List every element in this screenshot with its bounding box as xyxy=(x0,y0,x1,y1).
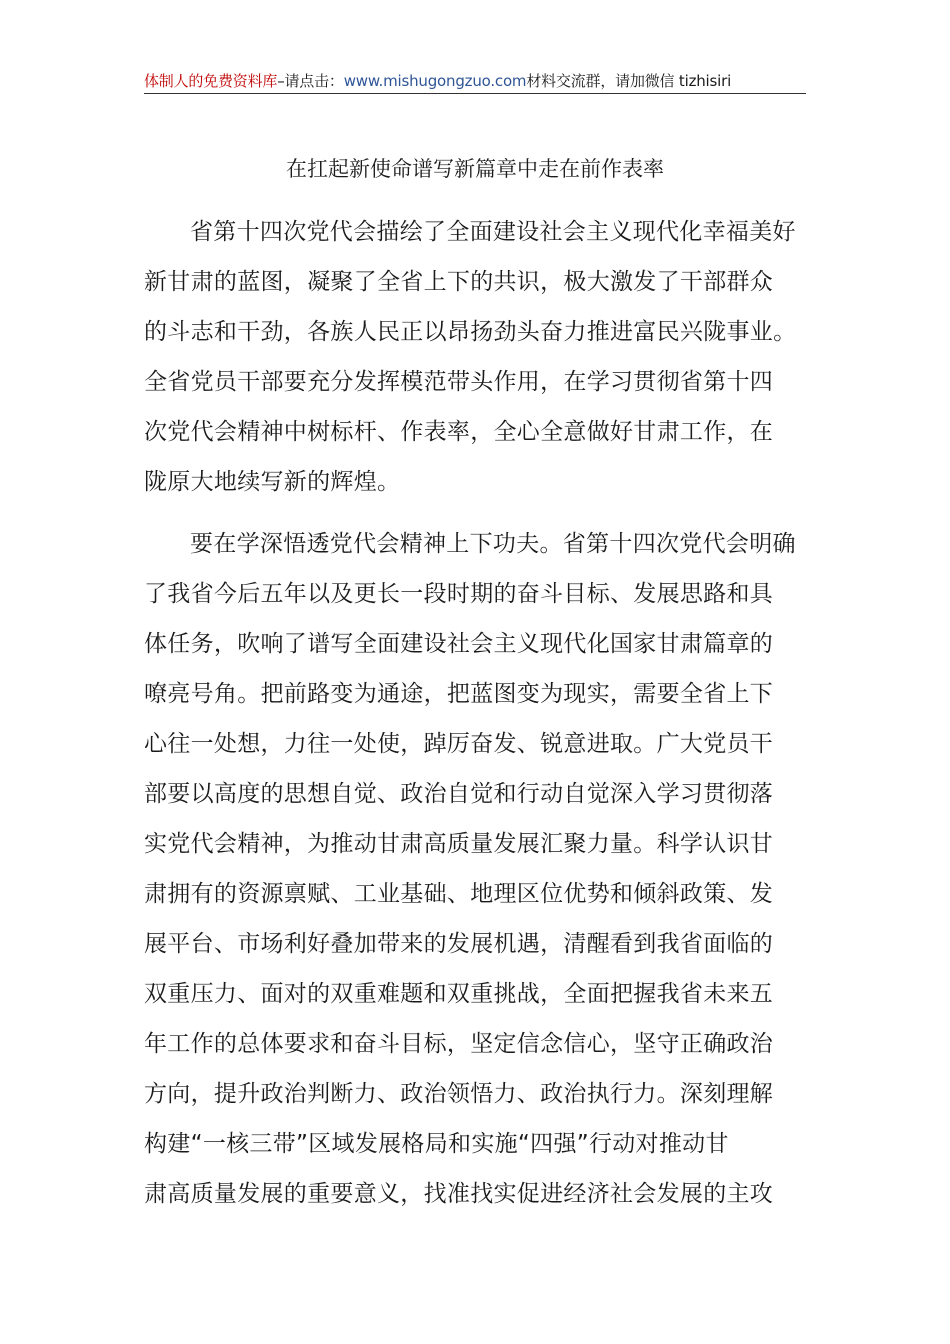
paragraph-line: 次党代会精神中树标杆、作表率，全心全意做好甘肃工作，在 xyxy=(144,419,774,445)
header-contact-text: 材料交流群，请加微信 tizhisiri xyxy=(526,72,732,90)
paragraph-line: 构建“一核三带”区域发展格局和实施“四强”行动对推动甘 xyxy=(144,1131,729,1157)
paragraph-line: 双重压力、面对的双重难题和双重挑战，全面把握我省未来五 xyxy=(144,981,774,1007)
paragraph-line: 肃高质量发展的重要意义，找准找实促进经济社会发展的主攻 xyxy=(144,1181,774,1207)
paragraph-line: 心往一处想，力往一处使，踔厉奋发、锐意进取。广大党员干 xyxy=(144,731,774,757)
paragraph-line: 新甘肃的蓝图，凝聚了全省上下的共识，极大激发了干部群众 xyxy=(144,269,774,295)
paragraph-line: 陇原大地续写新的辉煌。 xyxy=(144,469,401,495)
paragraph-line: 实党代会精神，为推动甘肃高质量发展汇聚力量。科学认识甘 xyxy=(144,831,774,857)
paragraph-line: 全省党员干部要充分发挥模范带头作用，在学习贯彻省第十四 xyxy=(144,369,774,395)
header-brand: 体制人的免费资料库 xyxy=(144,72,278,90)
header-url-link[interactable]: www.mishugongzuo.com xyxy=(343,72,527,90)
paragraph-line: 肃拥有的资源禀赋、工业基础、地理区位优势和倾斜政策、发 xyxy=(144,881,774,907)
document-title: 在扛起新使命谱写新篇章中走在前作表率 xyxy=(286,157,664,181)
paragraph-line: 年工作的总体要求和奋斗目标，坚定信念信心，坚守正确政治 xyxy=(144,1031,774,1057)
paragraph-line: 了我省今后五年以及更长一段时期的奋斗目标、发展思路和具 xyxy=(144,581,774,607)
header-divider xyxy=(144,93,806,94)
paragraph-line: 省第十四次党代会描绘了全面建设社会主义现代化幸福美好 xyxy=(190,219,796,245)
paragraph-line: 嘹亮号角。把前路变为通途，把蓝图变为现实，需要全省上下 xyxy=(144,681,774,707)
paragraph-2 xyxy=(144,519,812,1219)
paragraph-line: 展平台、市场利好叠加带来的发展机遇，清醒看到我省面临的 xyxy=(144,931,774,957)
paragraph-line: 部要以高度的思想自觉、政治自觉和行动自觉深入学习贯彻落 xyxy=(144,781,774,807)
paragraph-line: 要在学深悟透党代会精神上下功夫。省第十四次党代会明确 xyxy=(190,531,796,557)
paragraph-1 xyxy=(144,207,812,507)
header-prompt: –请点击： xyxy=(277,72,344,90)
paragraph-line: 体任务，吹响了谱写全面建设社会主义现代化国家甘肃篇章的 xyxy=(144,631,774,657)
paragraph-line: 的斗志和干劲，各族人民正以昂扬劲头奋力推进富民兴陇事业。 xyxy=(144,319,797,345)
page-header xyxy=(144,70,806,92)
paragraph-line: 方向，提升政治判断力、政治领悟力、政治执行力。深刻理解 xyxy=(144,1081,774,1107)
